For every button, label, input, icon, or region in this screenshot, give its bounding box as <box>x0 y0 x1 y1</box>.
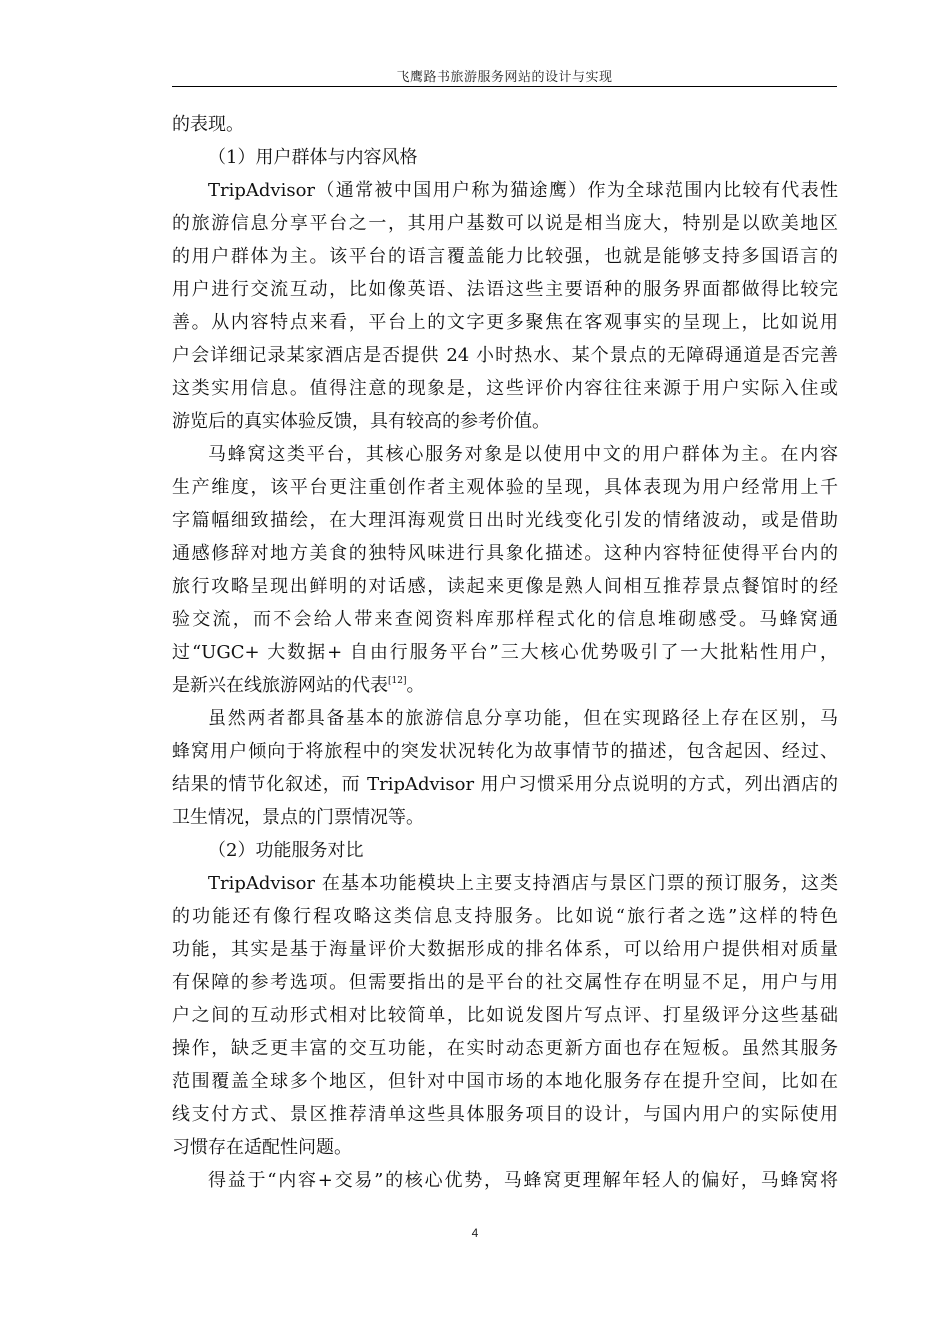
header-divider <box>172 86 837 87</box>
text-line <box>172 735 838 768</box>
text-line-content: 的表现。 <box>172 114 244 135</box>
text-line <box>172 207 838 240</box>
text-line <box>172 768 838 801</box>
text-line-content: 户之间的互动形式相对比较简单，比如说发图片写点评、打星级评分这些基础 <box>172 1005 838 1026</box>
text-line-content: 马蜂窝这类平台，其核心服务对象是以使用中文的用户群体为主。在内容 <box>208 444 838 465</box>
running-header: 飞鹰路书旅游服务网站的设计与实现 <box>396 70 613 85</box>
body-text <box>172 108 838 1197</box>
text-line-content: 有保障的参考选项。但需要指出的是平台的社交属性存在明显不足，用户与用 <box>172 972 838 993</box>
text-line <box>172 306 838 339</box>
text-line <box>172 1131 838 1164</box>
text-line-content: 习惯存在适配性问题。 <box>172 1137 352 1158</box>
text-line <box>172 603 838 636</box>
text-line <box>172 537 838 570</box>
text-line-content: 用户进行交流互动，比如像英语、法语这些主要语种的服务界面都做得比较完 <box>172 279 838 300</box>
text-line-content: 验交流，而不会给人带来查阅资料库那样程式化的信息堆砌感受。马蜂窝通 <box>172 609 838 630</box>
text-line <box>172 108 838 141</box>
text-line <box>172 141 838 174</box>
text-line-content: TripAdvisor（通常被中国用户称为猫途鹰）作为全球范围内比较有代表性 <box>208 180 838 201</box>
text-line-content: 结果的情节化叙述，而 TripAdvisor 用户习惯采用分点说明的方式，列出酒店的 <box>172 774 838 795</box>
text-line-content: 的旅游信息分享平台之一，其用户基数可以说是相当庞大，特别是以欧美地区 <box>172 213 838 234</box>
text-line <box>172 339 838 372</box>
text-line-content: 卫生情况，景点的门票情况等。 <box>172 807 424 828</box>
text-line-tail: 。 <box>406 675 425 696</box>
text-line-content: TripAdvisor 在基本功能模块上主要支持酒店与景区门票的预订服务，这类 <box>208 873 838 894</box>
text-line <box>172 702 838 735</box>
text-line <box>172 372 838 405</box>
text-line <box>172 174 838 207</box>
text-line-content: 善。从内容特点来看，平台上的文字更多聚焦在客观事实的呈现上，比如说用 <box>172 312 838 333</box>
text-line-content: 通感修辞对地方美食的独特风味进行具象化描述。这种内容特征使得平台内的 <box>172 543 838 564</box>
text-line-content: （2）功能服务对比 <box>208 840 364 861</box>
text-line-content: 操作，缺乏更丰富的交互功能，在实时动态更新方面也存在短板。虽然其服务 <box>172 1038 838 1059</box>
text-line <box>172 867 838 900</box>
text-line-content: 线支付方式、景区推荐清单这些具体服务项目的设计，与国内用户的实际使用 <box>172 1104 838 1125</box>
text-line <box>172 1098 838 1131</box>
text-line <box>172 438 838 471</box>
text-line <box>172 1164 838 1197</box>
text-line <box>172 636 838 669</box>
text-line <box>172 966 838 999</box>
text-line <box>172 504 838 537</box>
text-line-content: 这类实用信息。值得注意的现象是，这些评价内容往往来源于用户实际入住或 <box>172 378 838 399</box>
text-line <box>172 669 838 702</box>
text-line <box>172 273 838 306</box>
text-line-content: 范围覆盖全球多个地区，但针对中国市场的本地化服务存在提升空间，比如在 <box>172 1071 838 1092</box>
text-line-content: 虽然两者都具备基本的旅游信息分享功能，但在实现路径上存在区别，马 <box>208 708 838 729</box>
text-line-content: 的功能还有像行程攻略这类信息支持服务。比如说“旅行者之选”这样的特色 <box>172 906 838 927</box>
citation-ref: [12] <box>388 676 407 686</box>
text-line-content: 功能，其实是基于海量评价大数据形成的排名体系，可以给用户提供相对质量 <box>172 939 838 960</box>
text-line-content: 得益于“内容+交易”的核心优势，马蜂窝更理解年轻人的偏好，马蜂窝将 <box>208 1170 838 1191</box>
text-line-content: 旅行攻略呈现出鲜明的对话感，读起来更像是熟人间相互推荐景点餐馆时的经 <box>172 576 838 597</box>
text-line-content: 是新兴在线旅游网站的代表 <box>172 675 388 696</box>
text-line <box>172 570 838 603</box>
text-line <box>172 900 838 933</box>
text-line-content: 游览后的真实体验反馈，具有较高的参考价值。 <box>172 411 550 432</box>
text-line-content: 生产维度，该平台更注重创作者主观体验的呈现，具体表现为用户经常用上千 <box>172 477 838 498</box>
text-line-content: 字篇幅细致描绘，在大理洱海观赏日出时光线变化引发的情绪波动，或是借助 <box>172 510 838 531</box>
text-line-content: 过“UGC+ 大数据+ 自由行服务平台”三大核心优势吸引了一大批粘性用户， <box>172 642 838 663</box>
text-line <box>172 471 838 504</box>
text-line-content: 的用户群体为主。该平台的语言覆盖能力比较强，也就是能够支持多国语言的 <box>172 246 838 267</box>
text-line <box>172 801 838 834</box>
text-line <box>172 1032 838 1065</box>
text-line <box>172 240 838 273</box>
text-line-content: （1）用户群体与内容风格 <box>208 147 418 168</box>
text-line-content: 蜂窝用户倾向于将旅程中的突发状况转化为故事情节的描述，包含起因、经过、 <box>172 741 838 762</box>
text-line-content: 户会详细记录某家酒店是否提供 24 小时热水、某个景点的无障碍通道是否完善 <box>172 345 838 366</box>
page-number: 4 <box>471 1226 479 1240</box>
text-line <box>172 999 838 1032</box>
text-line <box>172 405 838 438</box>
text-line <box>172 834 838 867</box>
text-line <box>172 1065 838 1098</box>
text-line <box>172 933 838 966</box>
